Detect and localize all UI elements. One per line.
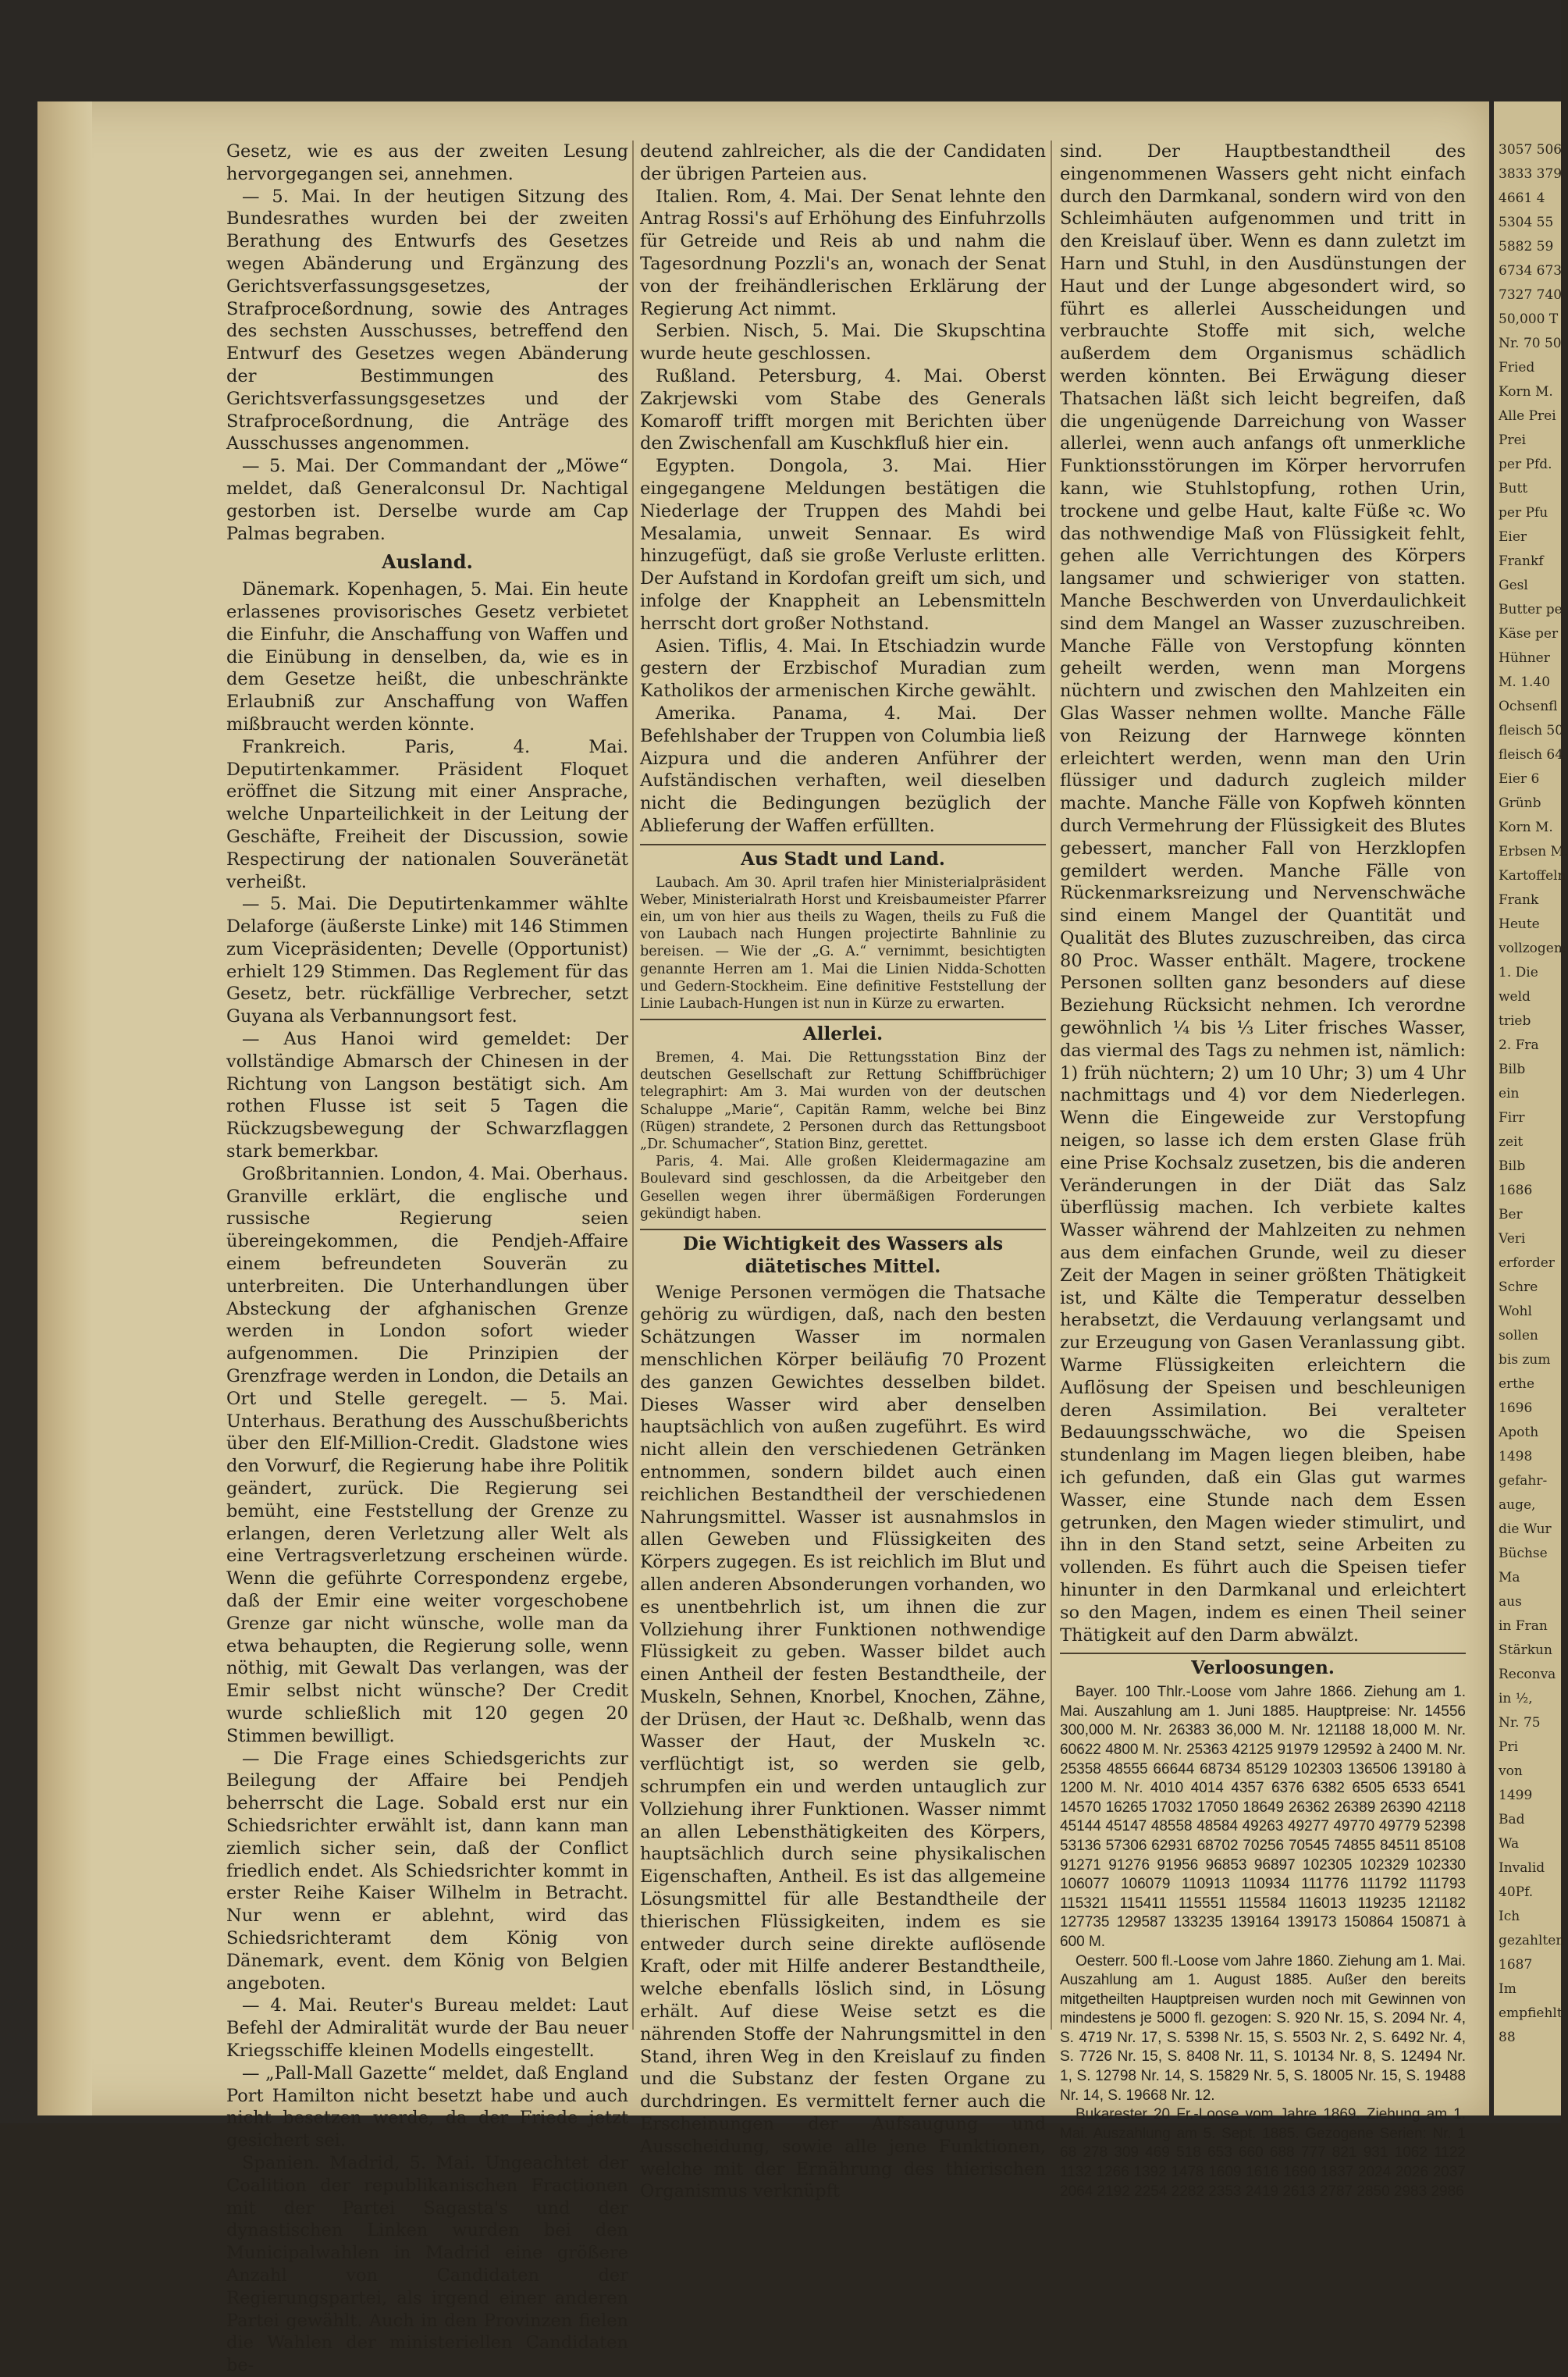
adjacent-page-fragment: Kartoffeln [1499, 868, 1566, 884]
adjacent-page-fragment: vollzogen: [1499, 941, 1567, 956]
adjacent-page-fragment: gefahr- [1499, 1473, 1548, 1489]
adjacent-page-fragment: Im [1499, 1981, 1516, 1997]
adjacent-page-fragment: 2. Fra [1499, 1037, 1539, 1053]
adjacent-page-fragment: Ich [1499, 1909, 1520, 1924]
adjacent-page-fragment: Heute [1499, 916, 1540, 932]
adjacent-page-fragment: per Pfd. [1499, 457, 1552, 472]
article-paragraph: — 5. Mai. Der Commandant der „Möwe“ meldet, daß Generalconsul Dr. Nachtigal gestorben ist. Derselbe wurde am Cap Palmas begraben. [226, 456, 628, 544]
article-paragraph: Serbien. Nisch, 5. Mai. Die Skupschtina wurde heute geschlossen. [640, 321, 1046, 365]
adjacent-page-fragment: in Fran [1499, 1618, 1548, 1634]
adjacent-page-fragment: 40Pf. [1499, 1884, 1534, 1900]
article-paragraph: Paris, 4. Mai. Alle großen Kleidermagazine am Boulevard sind geschlossen, da die Arbeitgeber den Gesellen wegen ihrer übermäßigen Forderungen gekündigt haben. [640, 1154, 1046, 1222]
adjacent-page-fragment: Gesl [1499, 578, 1528, 593]
adjacent-page-fragment: 7327 740 [1499, 287, 1563, 303]
article-paragraph: Wenige Personen vermögen die Thatsache gehörig zu würdigen, daß, nach den besten Schätzungen Wasser im normalen menschlichen Körper beiläufig 70 Prozent des ganzen Gewichtes desselben bildet. Dieses Wasser wird aber denselben hauptsächlich von außen zugeführt. Es wird nicht allein den verschiedenen Getränken entnommen, sondern bildet auch einen reichlichen Bestandtheil der verschiedenen Nahrungsmittel. Wasser ist ausnahmslos in allen Geweben und Flüssigkeiten des Körpers zugegen. Es ist reichlich im Blut und allen anderen Absonderungen vorhanden, wo es unentbehrlich ist, um ihnen die zur Vollziehung ihrer Funktionen nothwendige Flüssigkeit zu geben. Wasser bildet auch einen Antheil der festen Bestandtheile, der Muskeln, Sehnen, Knorbel, Knochen, Zähne, der Drüsen, der Haut ꝛc. Deßhalb, wenn das Wasser der Haut, der Muskeln ꝛc. verflüchtigt ist, so werden sie gelb, schrumpfen ein und werden untauglich zur Vollziehung ihrer Funktionen. Wasser nimmt an allen Lebensthätigkeiten des Körpers, hauptsächlich durch seine physikalischen Eigenschaften, Antheil. Es ist das allgemeine Lösungsmittel für alle Bestandtheile der thierischen Flüssigkeiten, indem es sie entweder durch seine direkte auflösende Kraft, oder mit Hilfe anderer Bestandtheile, welche ebenfalls löslich sind, in Lösung erhält. Auf diese Weise setzt es die nährenden Stoffe der Nahrungsmittel in den Stand, ihren Weg in den Kreislauf zu finden und die Substanz der festen Organe zu durchdringen. Es vermittelt ferner auch die Erscheinungen der Aufsaugung und Ausscheidung, sowie alle jene Funktionen, welche mit der Ernährung des thierischen Organismus verknüpft [640, 1282, 1046, 2202]
lottery-listing: Bukarester 20 Fr.-Loose vom Jahre 1869. Ziehung am 1. Mai. Auszahlung am 5. Sept. 1885. Gezogene Serien: Nr. 1 68 278 309 469 518 653 660 688 777 821 931 1062 1122 1132 1266 1392 1478 1609 1616 1690 1837 2024 2026 2037 2064 2192 2254 2282 2353 2419 2613 2787 2850 2983 2986 [1060, 2106, 1466, 2200]
adjacent-page-fragment: Bad [1499, 1812, 1525, 1827]
adjacent-page-fragment: aus [1499, 1594, 1522, 1610]
article-paragraph: — „Pall-Mall Gazette“ meldet, daß England Port Hamilton nicht besetzt habe und auch nicht besetzen werde, da der Friede jetzt gesichert sei. [226, 2062, 628, 2151]
adjacent-page-fragment: in ½, [1499, 1691, 1533, 1706]
column-rule [1051, 141, 1052, 2030]
column-2 [640, 141, 1046, 2203]
adjacent-page-fragment: 3057 506 [1499, 142, 1563, 158]
adjacent-page-fragment: Firr [1499, 1110, 1525, 1126]
adjacent-page-fragment: Erbsen M. [1499, 844, 1568, 859]
adjacent-page-fragment: gezahlten [1499, 1933, 1565, 1948]
article-paragraph: — Die Frage eines Schiedsgerichts zur Beilegung der Affaire bei Pendjeh beherrscht die Lage. Sobald erst nur ein Schiedsrichter erwählt ist, dann kann man ziemlich sicher sein, daß der Conflict friedlich endet. Als Schiedsrichter kommt in erster Reihe Kaiser Wilhelm in Betracht. Nur wenn er ablehnt, wird das Schiedsrichteramt dem König von Dänemark, event. dem König von Belgien angeboten. [226, 1748, 628, 1994]
adjacent-page-fragment: Wa [1499, 1836, 1520, 1852]
adjacent-page-fragment: Apoth [1499, 1425, 1539, 1440]
adjacent-page-edge [1494, 101, 1568, 2115]
column-rule [632, 141, 634, 2030]
adjacent-page-fragment: Käse per [1499, 626, 1559, 642]
adjacent-page-fragment: Butter pe [1499, 602, 1563, 617]
adjacent-page-fragment: Grünb [1499, 795, 1541, 811]
adjacent-page-fragment: Ma [1499, 1570, 1520, 1585]
adjacent-page-fragment: 4661 4 [1499, 190, 1545, 206]
adjacent-page-fragment: Pri [1499, 1739, 1519, 1755]
adjacent-page-fragment: 88 [1499, 2030, 1516, 2045]
adjacent-page-fragment: Alle Prei [1499, 408, 1556, 424]
adjacent-page-fragment: Bilb [1499, 1062, 1526, 1077]
adjacent-page-fragment: Ber [1499, 1207, 1523, 1222]
adjacent-page-fragment: M. 1.40 [1499, 674, 1551, 690]
adjacent-page-fragment: zeit [1499, 1134, 1524, 1150]
column-1 [226, 141, 628, 2377]
adjacent-page-fragment: fleisch 64 [1499, 747, 1564, 763]
adjacent-page-fragment: 1498 [1499, 1449, 1533, 1464]
adjacent-page-fragment: Eier [1499, 529, 1527, 545]
adjacent-page-fragment: Invalid [1499, 1860, 1545, 1876]
adjacent-page-fragment: empfiehlt [1499, 2005, 1563, 2021]
adjacent-page-fragment: auge, [1499, 1497, 1536, 1513]
adjacent-page-fragment: Schre [1499, 1279, 1538, 1295]
article-paragraph: Rußland. Petersburg, 4. Mai. Oberst Zakrjewski vom Stabe des Generals Komaroff trifft morgen mit Berichten über den Zwischenfall am Kuschkfluß hier ein. [640, 365, 1046, 454]
adjacent-page-fragment: Hühner [1499, 650, 1550, 666]
section-heading-ausland: Ausland. [382, 550, 473, 574]
adjacent-page-fragment: Stärkun [1499, 1642, 1552, 1658]
adjacent-page-fragment: 1687 [1499, 1957, 1533, 1973]
adjacent-page-fragment: Reconva [1499, 1667, 1556, 1682]
article-paragraph: — 5. Mai. In der heutigen Sitzung des Bundesrathes wurden bei der zweiten Berathung des Entwurfs des Gesetzes wegen Abänderung und Ergänzung des Gerichtsverfassungsgesetzes, der Strafproceßordnung, sowie des Antrages des sechsten Ausschusses, betreffend den Entwurf des Gesetzes wegen Abänderung der Bestimmungen des Gerichtsverfassungsgesetzes und der Strafproceßordnung, die Anträge des Ausschusses angenommen. [226, 186, 628, 454]
lottery-listing: Oesterr. 500 fl.-Loose vom Jahre 1860. Ziehung am 1. Mai. Auszahlung am 1. August 1885. Außer den bereits mitgetheilten Hauptpreisen wurden noch mit Gewinnen von mindestens je 5000 fl. gezogen: S. 920 Nr. 15, S. 2094 Nr. 4, S. 4719 Nr. 17, S. 5398 Nr. 15, S. 5503 Nr. 2, S. 6492 Nr. 4, S. 7726 Nr. 15, S. 8408 Nr. 11, S. 10134 Nr. 8, S. 12494 Nr. 1, S. 12798 Nr. 14, S. 15829 Nr. 5, S. 18005 Nr. 15, S. 19488 Nr. 14, S. 19668 Nr. 12. [1060, 1952, 1466, 2104]
adjacent-page-fragment: 1686 [1499, 1183, 1533, 1198]
article-paragraph: Dänemark. Kopenhagen, 5. Mai. Ein heute erlassenes provisorisches Gesetz verbietet die Einfuhr, die Anschaffung von Waffen und die Einübung in denselben, da, wie es in dem Gesetze heißt, die unbeschränkte Erlaubniß zur Anschaffung von Waffen mißbraucht werden könnte. [226, 579, 628, 735]
article-paragraph: sind. Der Hauptbestandtheil des eingenommenen Wassers geht nicht einfach durch den Darmkanal, sondern wird von den Schleimhäuten aufgenommen und tritt in den Kreislauf über. Wenn es dann zuletzt im Harn und Stuhl, in den Ausdünstungen der Haut und der Lunge abgesondert wird, so führt es allerlei Ausscheidungen und verbrauchte Stoffe mit sich, welche außerdem dem Organismus schädlich werden könnten. Bei Erwägung dieser Thatsachen läßt sich leicht begreifen, daß die ungenügende Darreichung von Wasser allerlei, wenn auch anfangs oft unmerkliche Funktionsstörungen im Körper hervorrufen kann, wie Stuhlstopfung, rothen Urin, trockene und gelbe Haut, kalte Füße ꝛc. Wo das nothwendige Maß von Flüssigkeit fehlt, gehen alle Verrichtungen des Körpers langsamer und schwieriger von statten. Manche Beschwerden von Unverdaulichkeit sind dem Mangel an Wasser zuzuschreiben. Manche Fälle von Verstopfung könnten geheilt werden, wenn man Morgens nüchtern und zwischen den Mahlzeiten ein Glas Wasser nehmen wollte. Manche Fälle von Reizung der Harnwege könnten erleichtert werden, wenn man den Urin flüssiger und dadurch zugleich milder machte. Manche Fälle von Kopfweh könnten durch Vermehrung der Flüssigkeit des Blutes gebessert, mancher Fall von Herzklopfen gemildert werden. Manche Fälle von Rückenmarksreizung und Nervenschwäche sind einem Mangel der Quantität und Qualität des Blutes zuzuschreiben, das circa 80 Proc. Wasser enthält. Magere, trockene Personen sollten ganz besonders auf diese Beziehung Rücksicht nehmen. Ich verordne gewöhnlich ¼ bis ⅓ Liter frisches Wasser, das viermal des Tags zu nehmen ist, nämlich: 1) früh nüchtern; 2) um 10 Uhr; 3) um 4 Uhr nachmittags und 4) vor dem Niederlegen. Wenn die Eingeweide zur Verstopfung neigen, so lasse ich dem ersten Glase früh eine Prise Kochsalz zusetzen, bis die anderen Veränderungen in der Diät das Salz überflüssig machen. Ich verbiete kaltes Wasser während der Mahlzeiten zu nehmen aus dem einfachen Grunde, weil zu dieser Zeit der Magen in seiner größten Thätigkeit ist, und Kälte die Temperatur desselben herabsetzt, die Verdauung verlangsamt und zur Erzeugung von Gasen Veranlassung gibt. Warme Flüssigkeiten erleichtern die Auflösung der Speisen und beschleunigen deren Assimilation. Bei veralteter Bedauungsschwäche, wo die Speisen stundenlang im Magen liegen bleiben, habe ich gefunden, daß ein Glas gut warmes Wasser, eine Stunde nach dem Essen getrunken, den Magen wieder stimulirt, und ihn in den Stand setzt, seine Arbeiten zu vollenden. Es führt auch die Speisen tiefer hinunter in den Darmkanal und erleichtert so den Magen, indem es einen Theil seiner Thätigkeit auf den Darm abwälzt. [1060, 141, 1466, 1646]
adjacent-page-fragment: 5304 55 [1499, 215, 1554, 230]
adjacent-page-fragment: per Pfu [1499, 505, 1548, 521]
section-heading-verloosungen: Verloosungen. [1060, 1653, 1466, 1680]
adjacent-page-fragment: Fried [1499, 360, 1535, 375]
adjacent-page-fragment: 3833 379 [1499, 166, 1563, 182]
adjacent-page-fragment: Büchse [1499, 1546, 1548, 1561]
adjacent-page-fragment: Wohl [1499, 1304, 1532, 1319]
adjacent-page-fragment: bis zum [1499, 1352, 1551, 1368]
section-heading-wasser: Die Wichtigkeit des Wassers als diätetisches Mittel. [640, 1229, 1046, 1279]
adjacent-page-fragment: ein [1499, 1086, 1520, 1101]
adjacent-page-fragment: erforder [1499, 1255, 1555, 1271]
article-paragraph: — Aus Hanoi wird gemeldet: Der vollständige Abmarsch der Chinesen in der Richtung von Langson bestätigt sich. Am rothen Flusse ist seit 5 Tagen die Rückzugsbewegung der Schwarzflaggen stark bemerkbar. [226, 1029, 628, 1162]
section-heading-stadt-und-land: Aus Stadt und Land. [640, 844, 1046, 871]
page-binding-edge [37, 101, 92, 2115]
adjacent-page-fragment: Bilb [1499, 1158, 1526, 1174]
adjacent-page-fragment: weld [1499, 989, 1531, 1005]
article-paragraph: Bremen, 4. Mai. Die Rettungsstation Binz der deutschen Gesellschaft zur Rettung Schiffbrüchiger telegraphirt: Am 3. Mai wurden von der deutschen Schaluppe „Marie“, Capitän Ramm, welche bei Binz (Rügen) strandete, 2 Personen durch das Rettungsboot „Dr. Schumacher“, Station Binz, gerettet. [640, 1049, 1046, 1152]
adjacent-page-fragment: trieb [1499, 1013, 1531, 1029]
adjacent-page-fragment: 1696 [1499, 1400, 1533, 1416]
article-paragraph: deutend zahlreicher, als die der Candidaten der übrigen Parteien aus. [640, 141, 1046, 184]
adjacent-page-fragment: Korn M. [1499, 820, 1553, 835]
lottery-listing: Bayer. 100 Thlr.-Loose vom Jahre 1866. Ziehung am 1. Mai. Auszahlung am 1. Juni 1885. Hauptpreise: Nr. 14556 300,000 M. Nr. 26383 36,000 M. Nr. 121188 18,000 M. Nr. 60622 4800 M. Nr. 25363 42125 91979 129592 à 2400 M. Nr. 25358 48555 66644 68734 85129 102303 136506 139180 à 1200 M. Nr. 4010 4014 4357 6376 6382 6505 6533 6541 14570 16265 17032 17050 18649 26362 26389 26390 42118 45144 45147 48558 48584 49263 49277 49770 49779 52398 53136 57306 62931 68702 70256 70545 74855 84511 85108 91271 91276 91956 96853 96897 102305 102329 102330 106077 106079 110913 110934 111776 111792 111793 115321 115411 115551 115584 116013 119235 121182 127735 129587 133235 139164 139173 150864 150871 à 600 M. [1060, 1684, 1466, 1950]
article-paragraph: — 5. Mai. Die Deputirtenkammer wählte Delaforge (äußerste Linke) mit 146 Stimmen zum Vicepräsidenten; Develle (Opportunist) erhielt 129 Stimmen. Das Reglement für das Gesetz, betr. rückfällige Verbrecher, setzt Guyana als Verbannungsort fest. [226, 894, 628, 1027]
adjacent-page-fragment: Prei [1499, 432, 1527, 448]
adjacent-page-fragment: 50,000 T [1499, 311, 1559, 327]
article-paragraph: Amerika. Panama, 4. Mai. Der Befehlshaber der Truppen von Columbia ließ Aizpura und die anderen Anführer der Aufständischen verhaften, weil dieselben nicht die Bedingungen bezüglich der Ablieferung der Waffen erfüllten. [640, 703, 1046, 836]
adjacent-page-fragment: 5882 59 [1499, 239, 1554, 254]
article-paragraph: Großbritannien. London, 4. Mai. Oberhaus. Granville erklärt, die englische und russische Regierung seien übereingekommen, die Pendjeh-Affaire einem befreundeten Souverän zu unterbreiten. Die Unterhandlungen über Absteckung der afghanischen Grenze werden in London sofort wieder aufgenommen. Die Prinzipien der Grenzfrage werden in London, die Details an Ort und Stelle geregelt. — 5. Mai. Unterhaus. Berathung des Ausschußberichts über den Elf-Million-Credit. Gladstone wies den Vorwurf, die Regierung habe ihre Politik geändert, zurück. Die Regierung sei bemüht, eine Feststellung der Grenze zu erlangen, deren Verletzung aller Welt als eine Vertragsverletzung erscheinen würde. Wenn die geführte Correspondenz ergebe, daß der Emir eine weiter vorgeschobene Grenze gar nicht wünsche, wolle man da etwa behaupten, die Regierung solle, wenn nöthig, mit Gewalt Das verlangen, was der Emir selbst nicht wünsche? Der Credit wurde schließlich mit 120 gegen 20 Stimmen bewilligt. [226, 1163, 628, 1746]
adjacent-page-fragment: Eier 6 [1499, 771, 1540, 787]
adjacent-page-fragment: Veri [1499, 1231, 1526, 1247]
article-paragraph: Laubach. Am 30. April trafen hier Ministerialpräsident Weber, Ministerialrath Horst und Kreisbaumeister Pfarrer ein, um von hier aus theils zu Wagen, theils zu Fuß die von Laubach nach Hungen projectirte Bahnlinie zu bereisen. — Wie der „G. A.“ vernimmt, besichtigten genannte Herren am 1. Mai die Linien Nidda-Schotten und Gedern-Stockheim. Eine definitive Feststellung der Linie Laubach-Hungen ist nun in Kürze zu erwarten. [640, 874, 1046, 1012]
section-heading-allerlei: Allerlei. [640, 1019, 1046, 1046]
article-paragraph: — 4. Mai. Reuter's Bureau meldet: Laut Befehl der Admiralität wurde der Bau neuer Kriegsschiffe kleinen Modells eingestellt. [226, 1995, 628, 2061]
adjacent-page-fragment: fleisch 50 [1499, 723, 1564, 738]
article-paragraph: Asien. Tiflis, 4. Mai. In Etschiadzin wurde gestern der Erzbischof Muradian zum Katholikos der armenischen Kirche gewählt. [640, 635, 1046, 702]
adjacent-page-fragment: erthe [1499, 1376, 1535, 1392]
adjacent-page-fragment: 1. Die [1499, 965, 1538, 980]
adjacent-page-fragment: Frank [1499, 892, 1539, 908]
adjacent-page-fragment: 6734 673 [1499, 263, 1563, 279]
article-paragraph: Egypten. Dongola, 3. Mai. Hier eingegangene Meldungen bestätigen die Niederlage der Truppen des Mahdi bei Mesalamia, unweit Sennaar. Es wird hinzugefügt, daß sie große Verluste erlitten. Der Aufstand in Kordofan greift um sich, und infolge der Knappheit an Lebensmitteln herrscht dort großer Nothstand. [640, 456, 1046, 634]
adjacent-page-fragment: Korn M. [1499, 384, 1553, 400]
article-paragraph: Spanien. Madrid, 5. Mai. Ungeachtet der Coalition der republikanischen Fractionen mit der Partei Sagasta's und der dynastischen Linken wurden bei den Municipalwahlen in Madrid eine größere Anzahl von Candidaten der Regierungspartei, als irgend einer anderen Partei gewählt. Auch in den Provinzen fielen die Wahlen der ministeriellen Candidaten be- [226, 2152, 628, 2376]
article-paragraph: Frankreich. Paris, 4. Mai. Deputirtenkammer. Präsident Floquet eröffnet die Sitzung mit einer Ansprache, welche Unparteilichkeit in der Leitung der Geschäfte, Freiheit der Discussion, sowie Respectirung der nationalen Souveränetät verheißt. [226, 736, 628, 892]
adjacent-page-fragment: Frankf [1499, 553, 1544, 569]
adjacent-page-fragment: Butt [1499, 481, 1528, 496]
article-paragraph: Italien. Rom, 4. Mai. Der Senat lehnte den Antrag Rossi's auf Erhöhung des Einfuhrzolls für Getreide und Reis ab und nahm die Tagesordnung Pozzli's an, wonach der Senat von der freihändlerischen Erklärung der Regierung Act nimmt. [640, 186, 1046, 319]
column-3 [1060, 141, 1466, 2201]
adjacent-page-fragment: sollen [1499, 1328, 1538, 1343]
adjacent-page-fragment: die Wur [1499, 1521, 1552, 1537]
adjacent-page-fragment: 1499 [1499, 1788, 1533, 1803]
adjacent-page-fragment: Nr. 75 [1499, 1715, 1541, 1731]
adjacent-page-fragment: Nr. 70 50 [1499, 336, 1562, 351]
adjacent-page-fragment: Ochsenfl [1499, 699, 1558, 714]
adjacent-page-fragment: von [1499, 1763, 1523, 1779]
article-paragraph: Gesetz, wie es aus der zweiten Lesung hervorgegangen sei, annehmen. [226, 141, 628, 184]
